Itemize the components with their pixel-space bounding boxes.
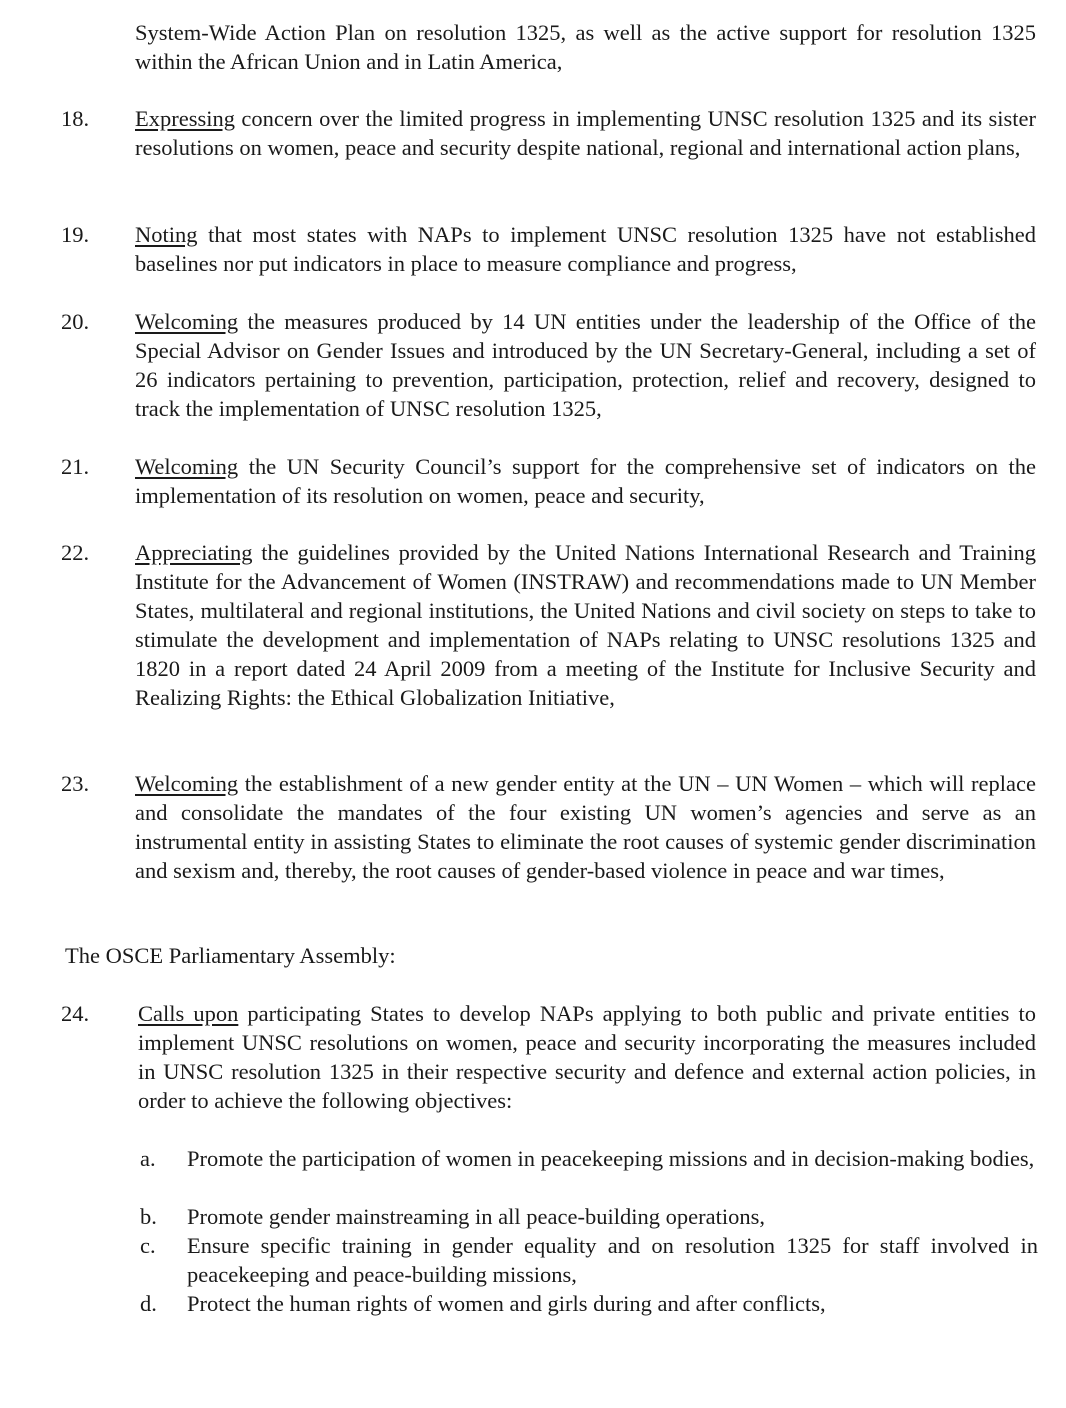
list-item-text: Ensure specific training in gender equality and on resolution 1325 for staff involved in peacekeeping and peace-building missions,	[187, 1233, 1038, 1287]
list-item-text: Protect the human rights of women and girls during and after conflicts,	[187, 1291, 826, 1316]
paragraph-number: 19.	[61, 222, 90, 247]
paragraph-lead-word: Noting	[135, 222, 198, 247]
paragraph-number: 22.	[61, 540, 90, 565]
list-item-text: Promote the participation of women in peacekeeping missions and in decision-making bodies,	[187, 1146, 1035, 1171]
paragraph-lead-word: Calls upon	[138, 1001, 239, 1026]
paragraph-text: System-Wide Action Plan on resolution 1325, as well as the active support for resolution 1325 within the African Union and in Latin America,	[135, 20, 1036, 74]
paragraph-lead-word: Welcoming	[135, 309, 239, 334]
paragraph-body: concern over the limited progress in implementing UNSC resolution 1325 and its sister resolutions on women, peace and security despite national, regional and international action plans,	[135, 106, 1036, 160]
list-item-letter: d.	[140, 1291, 157, 1316]
paragraph-body: that most states with NAPs to implement UNSC resolution 1325 have not established baselines nor put indicators in place to measure compliance and progress,	[135, 222, 1036, 276]
paragraph-text	[135, 307, 1036, 423]
paragraph-body: the UN Security Council’s support for the comprehensive set of indicators on the implementation of its resolution on women, peace and security,	[135, 454, 1036, 508]
paragraph-text	[135, 538, 1036, 712]
paragraph-lead-word: Expressing	[135, 106, 235, 131]
paragraph-number: 18.	[61, 106, 90, 131]
list-item-text: Promote gender mainstreaming in all peace-building operations,	[187, 1204, 765, 1229]
paragraph-text	[135, 452, 1036, 510]
list-item-letter: c.	[140, 1233, 156, 1258]
paragraph-lead-word: Appreciating	[135, 540, 253, 565]
paragraph-text	[135, 769, 1036, 885]
paragraph-text	[135, 104, 1036, 162]
list-item-letter: b.	[140, 1204, 157, 1229]
paragraph-body: the establishment of a new gender entity at the UN – UN Women – which will replace and consolidate the mandates of the four existing UN women’s agencies and serve as an instrumental entity in assisting States to eliminate the root causes of systemic gender discrimination and sexism and, thereby, the root causes of gender-based violence in peace and war times,	[135, 771, 1036, 883]
paragraph-body: participating States to develop NAPs applying to both public and private entities to implement UNSC resolutions on women, peace and security incorporating the measures included in UNSC resolution 1325 in their respective security and defence and external action policies, in order to achieve the following objectives:	[138, 1001, 1036, 1113]
list-item-letter: a.	[140, 1146, 156, 1171]
paragraph-number: 24.	[61, 1001, 90, 1026]
paragraph-number: 23.	[61, 771, 90, 796]
paragraph-body: the measures produced by 14 UN entities under the leadership of the Office of the Special Advisor on Gender Issues and introduced by the UN Secretary-General, including a set of 26 indicators pertaining to prevention, participation, protection, relief and recovery, designed to track the implementation of UNSC resolution 1325,	[135, 309, 1036, 421]
paragraph-text	[135, 220, 1036, 278]
paragraph-body: the guidelines provided by the United Nations International Research and Training Institute for the Advancement of Women (INSTRAW) and recommendations made to UN Member States, multilateral and regional institutions, the United Nations and civil society on steps to take to stimulate the development and implementation of NAPs relating to UNSC resolutions 1325 and 1820 in a report dated 24 April 2009 from a meeting of the Institute for Inclusive Security and Realizing Rights: the Ethical Globalization Initiative,	[135, 540, 1036, 710]
paragraph-number: 21.	[61, 454, 90, 479]
paragraph-lead-word: Welcoming	[135, 454, 239, 479]
paragraph-lead-word: Welcoming	[135, 771, 239, 796]
assembly-heading: The OSCE Parliamentary Assembly:	[65, 943, 396, 968]
paragraph-number: 20.	[61, 309, 90, 334]
paragraph-text	[138, 999, 1036, 1115]
